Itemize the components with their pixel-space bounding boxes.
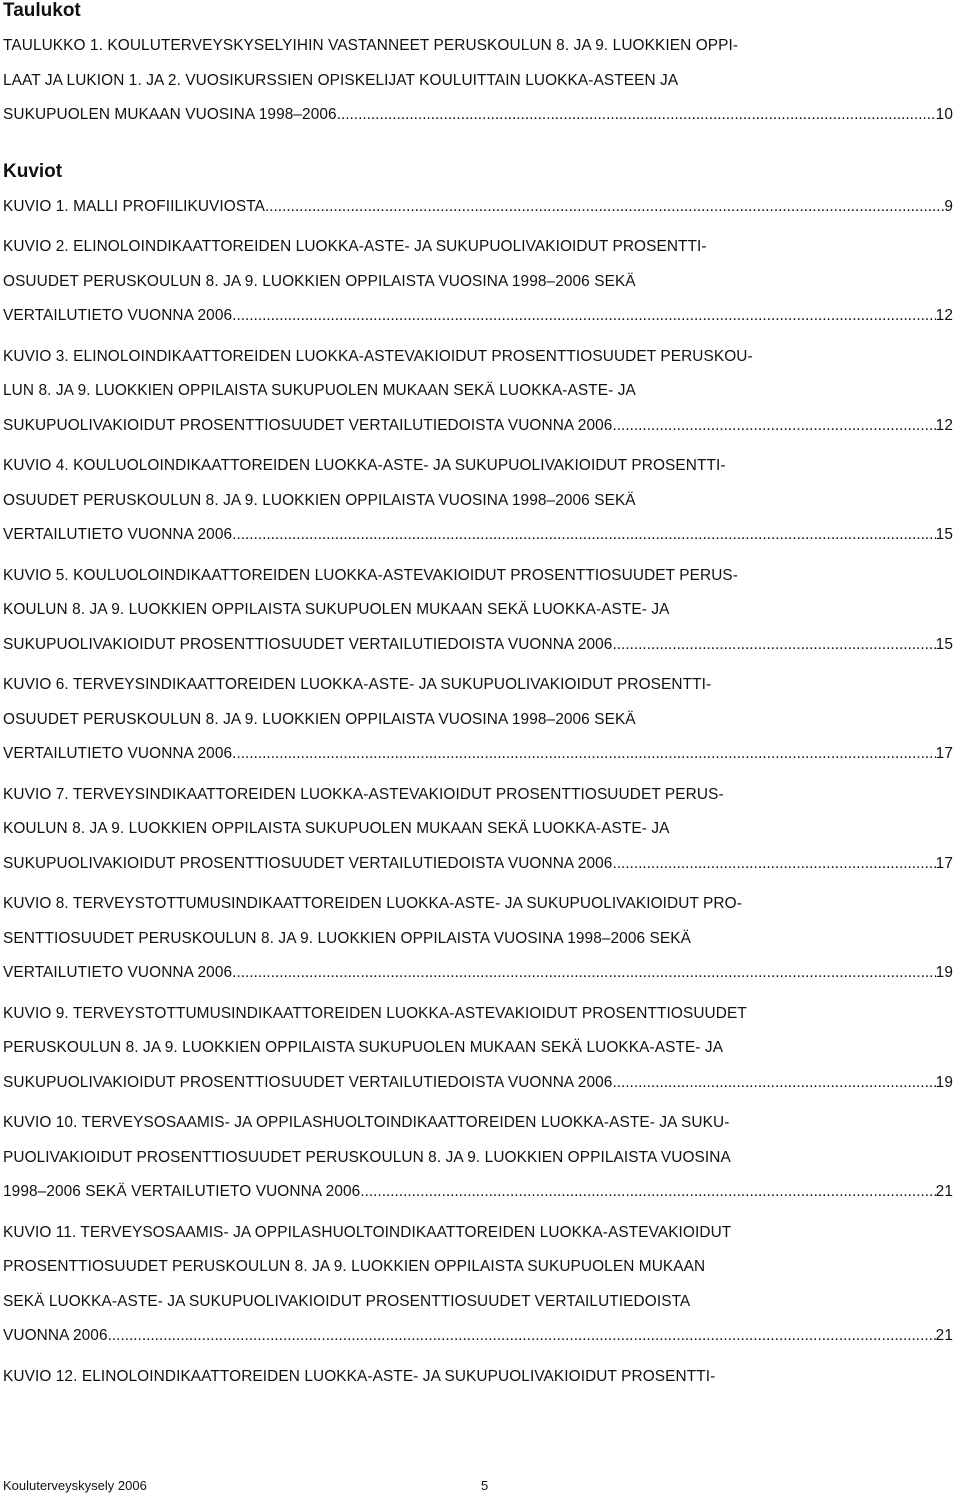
entry-page-number: 15 <box>935 635 953 653</box>
dot-leader <box>232 299 936 334</box>
entry-title-line: KUVIO 11. TERVEYSOSAAMIS- JA OPPILASHUOLTOINDIKAATTOREIDEN LUOKKA-ASTEVAKIOIDUT <box>3 1223 732 1241</box>
entry-title-line: LAAT JA LUKION 1. JA 2. VUOSIKURSSIEN OPISKELIJAT KOULUITTAIN LUOKKA-ASTEEN JA <box>3 71 679 89</box>
figure-toc-entry[interactable] <box>3 559 953 663</box>
dot-leader <box>265 190 944 225</box>
figure-toc-entry[interactable] <box>3 1216 953 1354</box>
entry-title-line: KUVIO 9. TERVEYSTOTTUMUSINDIKAATTOREIDEN LUOKKA-ASTEVAKIOIDUT PROSENTTIOSUUDET <box>3 1004 747 1022</box>
entry-leader-line <box>3 409 953 444</box>
entry-title-last-line: VUONNA 2006 <box>3 1327 108 1344</box>
dot-leader <box>612 1066 935 1101</box>
entry-title-last-line: VERTAILUTIETO VUONNA 2006 <box>3 307 233 324</box>
entry-page-number: 19 <box>935 964 953 981</box>
entry-leader-line <box>3 847 953 882</box>
entry-title-line: KOULUN 8. JA 9. LUOKKIEN OPPILAISTA SUKUPUOLEN MUKAAN SEKÄ LUOKKA-ASTE- JA <box>3 820 670 837</box>
entry-title-line: KUVIO 12. ELINOLOINDIKAATTOREIDEN LUOKKA-ASTE- JA SUKUPUOLIVAKIOIDUT PROSENTTI- <box>3 1367 716 1385</box>
dot-leader <box>232 518 936 553</box>
entry-title-last-line: SUKUPUOLIVAKIOIDUT PROSENTTIOSUUDET VERTAILUTIEDOISTA VUONNA 2006 <box>3 854 613 872</box>
figures-list <box>3 190 953 1395</box>
entry-title-line: KOULUN 8. JA 9. LUOKKIEN OPPILAISTA SUKUPUOLEN MUKAAN SEKÄ LUOKKA-ASTE- JA <box>3 601 670 618</box>
figure-toc-entry[interactable] <box>3 190 953 225</box>
entry-page-number: 19 <box>935 1073 953 1091</box>
entry-page-number: 17 <box>935 854 953 872</box>
dot-leader <box>232 956 936 991</box>
entry-leader-line <box>3 1175 953 1210</box>
entry-page-number: 17 <box>935 745 953 762</box>
entry-leader-line <box>3 190 953 225</box>
entry-title-last-line: VERTAILUTIETO VUONNA 2006 <box>3 745 233 762</box>
entry-page-number: 12 <box>935 307 953 324</box>
entry-title-line: LUN 8. JA 9. LUOKKIEN OPPILAISTA SUKUPUOLEN MUKAAN SEKÄ LUOKKA-ASTE- JA <box>3 382 636 399</box>
dot-leader <box>612 847 935 882</box>
entry-page-number: 21 <box>935 1327 953 1344</box>
figure-toc-entry[interactable] <box>3 778 953 882</box>
entry-leader-line <box>3 956 953 991</box>
entry-page-number: 15 <box>935 526 953 543</box>
figure-toc-entry[interactable] <box>3 1106 953 1210</box>
figure-toc-entry[interactable] <box>3 340 953 444</box>
entry-title-line: KUVIO 10. TERVEYSOSAAMIS- JA OPPILASHUOLTOINDIKAATTOREIDEN LUOKKA-ASTE- JA SUKU- <box>3 1114 730 1131</box>
figure-toc-entry[interactable] <box>3 449 953 553</box>
entry-leader-line <box>3 299 953 334</box>
entry-title-last-line: SUKUPUOLIVAKIOIDUT PROSENTTIOSUUDET VERTAILUTIEDOISTA VUONNA 2006 <box>3 635 613 653</box>
figure-toc-entry[interactable] <box>3 887 953 991</box>
entry-title-line: KUVIO 2. ELINOLOINDIKAATTOREIDEN LUOKKA-ASTE- JA SUKUPUOLIVAKIOIDUT PROSENTTI- <box>3 238 707 255</box>
entry-title-line: OSUUDET PERUSKOULUN 8. JA 9. LUOKKIEN OPPILAISTA VUOSINA 1998–2006 SEKÄ <box>3 272 636 290</box>
entry-leader-line <box>3 518 953 553</box>
table-toc-entry[interactable] <box>3 29 953 133</box>
entry-leader-line <box>3 628 953 663</box>
footer-document-title: Kouluterveyskysely 2006 <box>3 1478 147 1493</box>
entry-title-line: PUOLIVAKIOIDUT PROSENTTIOSUUDET PERUSKOULUN 8. JA 9. LUOKKIEN OPPILAISTA VUOSINA <box>3 1148 731 1166</box>
footer-page-number: 5 <box>481 1478 489 1493</box>
entry-title-last-line: SUKUPUOLIVAKIOIDUT PROSENTTIOSUUDET VERTAILUTIEDOISTA VUONNA 2006 <box>3 416 613 434</box>
entry-page-number: 12 <box>935 416 953 434</box>
entry-title-last-line: 1998–2006 SEKÄ VERTAILUTIETO VUONNA 2006 <box>3 1183 361 1200</box>
entry-title-line: OSUUDET PERUSKOULUN 8. JA 9. LUOKKIEN OPPILAISTA VUOSINA 1998–2006 SEKÄ <box>3 491 636 509</box>
entry-title-line: PERUSKOULUN 8. JA 9. LUOKKIEN OPPILAISTA SUKUPUOLEN MUKAAN SEKÄ LUOKKA-ASTE- JA <box>3 1039 724 1056</box>
entry-title-last-line: VERTAILUTIETO VUONNA 2006 <box>3 526 233 543</box>
entry-leader-line <box>3 98 953 133</box>
figures-heading: Kuviot <box>3 160 63 182</box>
entry-title-line: KUVIO 6. TERVEYSINDIKAATTOREIDEN LUOKKA-ASTE- JA SUKUPUOLIVAKIOIDUT PROSENTTI- <box>3 676 712 693</box>
dot-leader <box>612 409 935 444</box>
entry-page-number: 21 <box>935 1183 953 1200</box>
tables-list <box>3 29 953 133</box>
figure-toc-entry[interactable] <box>3 997 953 1101</box>
entry-page-number: 10 <box>935 106 953 123</box>
entry-title-last-line: VERTAILUTIETO VUONNA 2006 <box>3 964 233 981</box>
tables-heading: Taulukot <box>3 0 81 21</box>
entry-title-line: SENTTIOSUUDET PERUSKOULUN 8. JA 9. LUOKKIEN OPPILAISTA VUOSINA 1998–2006 SEKÄ <box>3 929 691 947</box>
figure-toc-entry[interactable] <box>3 230 953 334</box>
entry-title-last-line: SUKUPUOLIVAKIOIDUT PROSENTTIOSUUDET VERTAILUTIEDOISTA VUONNA 2006 <box>3 1073 613 1091</box>
dot-leader <box>232 737 936 772</box>
dot-leader <box>337 98 936 133</box>
dot-leader <box>612 628 935 663</box>
entry-title-line: OSUUDET PERUSKOULUN 8. JA 9. LUOKKIEN OPPILAISTA VUOSINA 1998–2006 SEKÄ <box>3 710 636 728</box>
entry-leader-line <box>3 1319 953 1354</box>
dot-leader <box>108 1319 936 1354</box>
entry-title-line: SEKÄ LUOKKA-ASTE- JA SUKUPUOLIVAKIOIDUT PROSENTTIOSUUDET VERTAILUTIEDOISTA <box>3 1292 691 1310</box>
entry-title-last-line: SUKUPUOLEN MUKAAN VUOSINA 1998–2006 <box>3 106 337 123</box>
figure-toc-entry[interactable] <box>3 1360 953 1395</box>
entry-title-line: KUVIO 8. TERVEYSTOTTUMUSINDIKAATTOREIDEN LUOKKA-ASTE- JA SUKUPUOLIVAKIOIDUT PRO- <box>3 895 742 912</box>
entry-leader-line <box>3 737 953 772</box>
dot-leader <box>360 1175 935 1210</box>
entry-leader-line <box>3 1066 953 1101</box>
entry-title-line: TAULUKKO 1. KOULUTERVEYSKYSELYIHIN VASTANNEET PERUSKOULUN 8. JA 9. LUOKKIEN OPPI- <box>3 37 739 54</box>
toc-page <box>3 0 953 1394</box>
entry-title-line: KUVIO 5. KOULUOLOINDIKAATTOREIDEN LUOKKA-ASTEVAKIOIDUT PROSENTTIOSUUDET PERUS- <box>3 566 739 584</box>
entry-title-line: PROSENTTIOSUUDET PERUSKOULUN 8. JA 9. LUOKKIEN OPPILAISTA SUKUPUOLEN MUKAAN <box>3 1258 706 1275</box>
entry-title-line: KUVIO 7. TERVEYSINDIKAATTOREIDEN LUOKKA-ASTEVAKIOIDUT PROSENTTIOSUUDET PERUS- <box>3 785 724 803</box>
entry-title-line: KUVIO 4. KOULUOLOINDIKAATTOREIDEN LUOKKA-ASTE- JA SUKUPUOLIVAKIOIDUT PROSENTTI- <box>3 457 726 474</box>
entry-title-line: KUVIO 3. ELINOLOINDIKAATTOREIDEN LUOKKA-ASTEVAKIOIDUT PROSENTTIOSUUDET PERUSKOU- <box>3 347 753 365</box>
entry-page-number: 9 <box>944 197 953 215</box>
entry-title-last-line: KUVIO 1. MALLI PROFIILIKUVIOSTA <box>3 197 265 215</box>
figure-toc-entry[interactable] <box>3 668 953 772</box>
